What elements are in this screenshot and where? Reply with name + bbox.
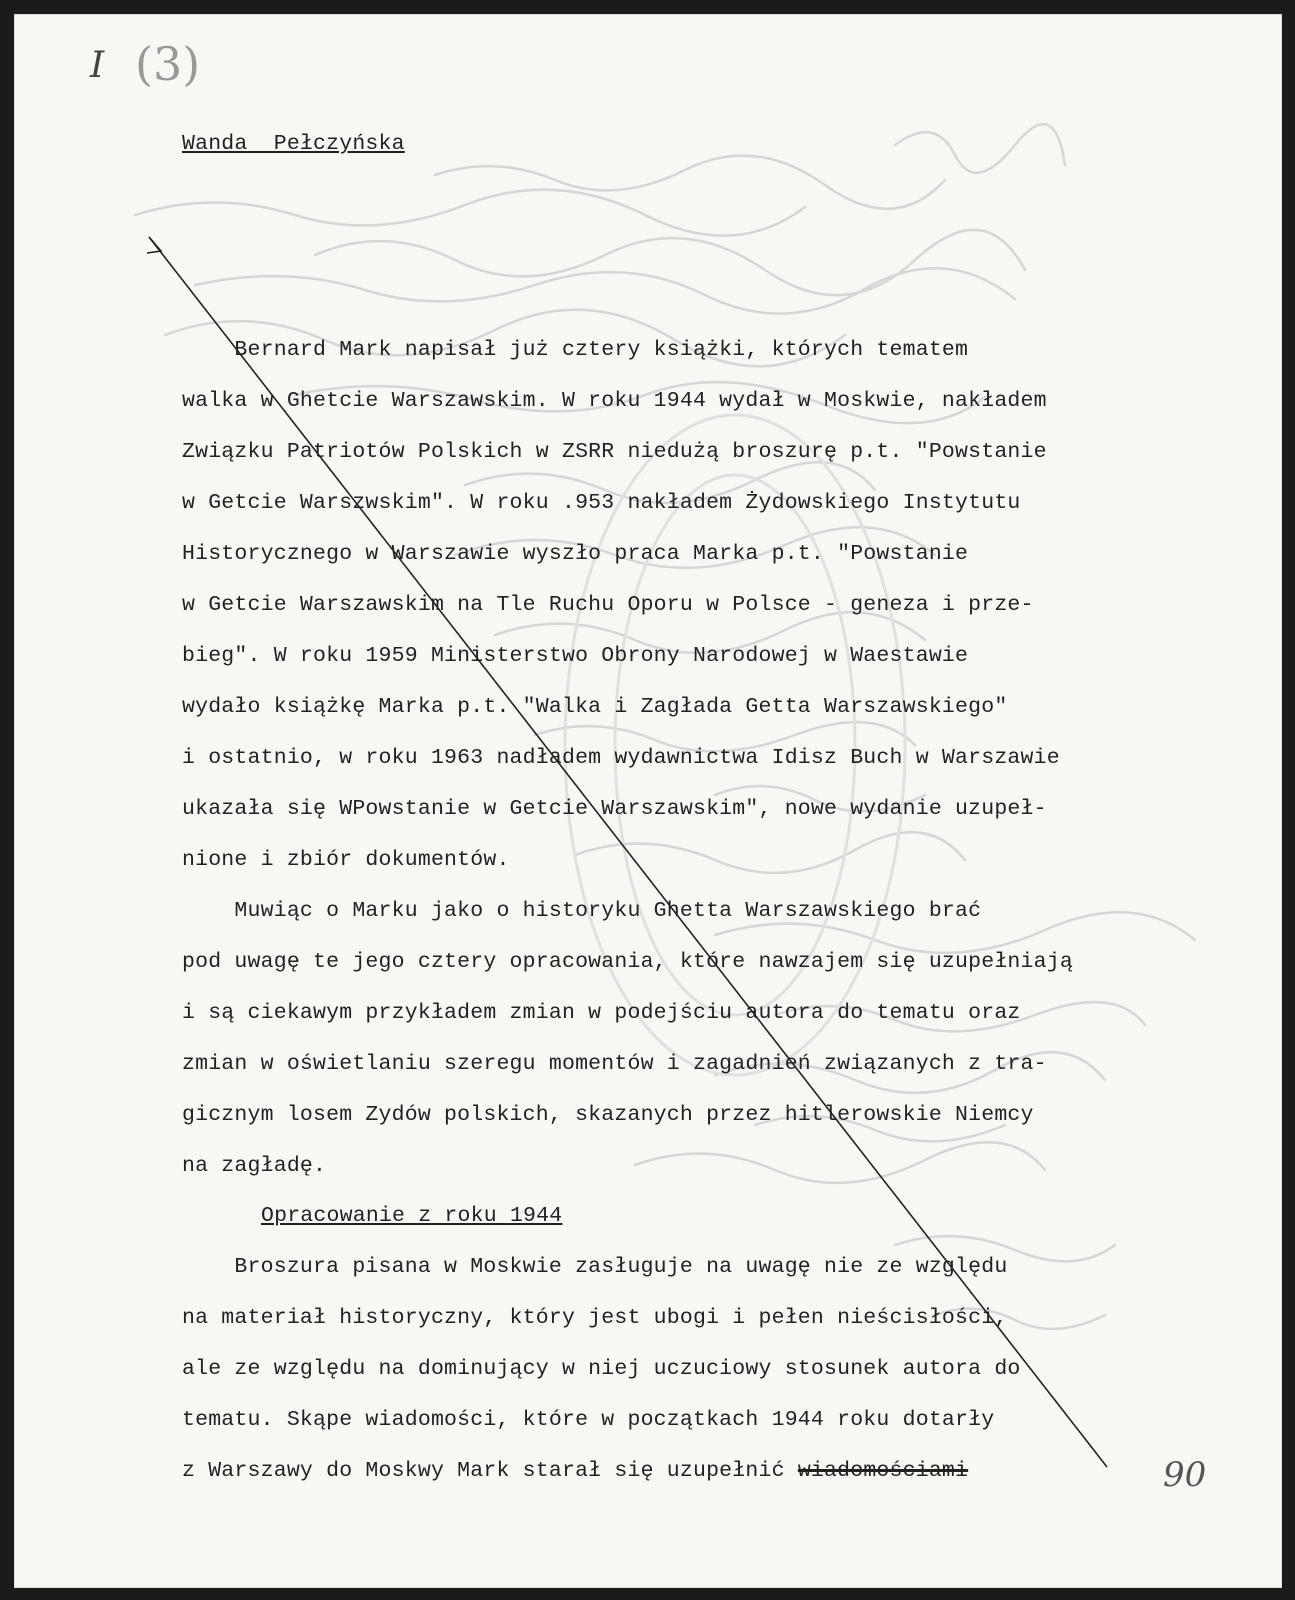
diagonal-strike-line: [15, 15, 1281, 1587]
text-line: i ostatnio, w roku 1963 nadładem wydawnictwa Idisz Buch w Warszawie: [182, 746, 1060, 770]
text-line: pod uwagę te jego cztery opracowania, które nawzajem się uzupełniają: [182, 950, 1073, 974]
text-line: Muwiąc o Marku jako o historyku Ghetta Warszawskiego brać: [182, 899, 982, 923]
document-page: [14, 14, 1282, 1588]
text-line: Związku Patriotów Polskich w ZSRR niedużą broszurę p.t. "Powstanie: [182, 440, 1047, 464]
circled-number-mark: (3): [135, 37, 201, 91]
text-line: zmian w oświetlaniu szeregu momentów i zagadnień związanych z tra-: [182, 1052, 1047, 1076]
text-line: na materiał historyczny, który jest ubogi i pełen nieścisłości,: [182, 1306, 1008, 1330]
text-line: i są ciekawym przykładem zmian w podejściu autora do tematu oraz: [182, 1001, 1021, 1025]
text-line: Bernard Mark napisał już cztery książki, których tematem: [182, 338, 969, 362]
page-number: 90: [1163, 1455, 1207, 1495]
text-line: Broszura pisana w Moskwie zasługuje na uwagę nie ze względu: [182, 1255, 1008, 1279]
text-line: walka w Ghetcie Warszawskim. W roku 1944 wydał w Moskwie, nakładem: [182, 389, 1047, 413]
text-line: bieg". W roku 1959 Ministerstwo Obrony Narodowej w Waestawie: [182, 644, 969, 668]
text-line: Historycznego w Warszawie wyszło praca Marka p.t. "Powstanie: [182, 542, 969, 566]
text-line: wydało książkę Marka p.t. "Walka i Zagłada Getta Warszawskiego": [182, 695, 1008, 719]
text-line: gicznym losem Zydów polskich, skazanych przez hitlerowskie Niemcy: [182, 1103, 1034, 1127]
text-line: tematu. Skąpe wiadomości, które w początkach 1944 roku dotarły: [182, 1408, 995, 1432]
text-line: w Getcie Warszwskim". W roku .953 nakładem Żydowskiego Instytutu: [182, 491, 1021, 515]
text-line: ale ze względu na dominujący w niej uczuciowy stosunek autora do: [182, 1357, 1021, 1381]
roman-numeral-mark: I: [90, 45, 105, 86]
text-line: na zagładę.: [182, 1154, 327, 1178]
text-line: ukazała się WPowstanie w Getcie Warszawskim", nowe wydanie uzupeł-: [182, 797, 1047, 821]
text-line: z Warszawy do Moskwy Mark starał się uzupełnić: [182, 1459, 798, 1483]
struck-word: wiadomościami: [797, 1459, 969, 1483]
section-subheading: Opracowanie z roku 1944: [261, 1204, 563, 1228]
text-line: nione i zbiór dokumentów.: [182, 848, 510, 872]
author-name: Wanda Pełczyńska: [182, 132, 405, 156]
text-line: w Getcie Warszawskim na Tle Ruchu Oporu w Polsce - geneza i prze-: [182, 593, 1034, 617]
